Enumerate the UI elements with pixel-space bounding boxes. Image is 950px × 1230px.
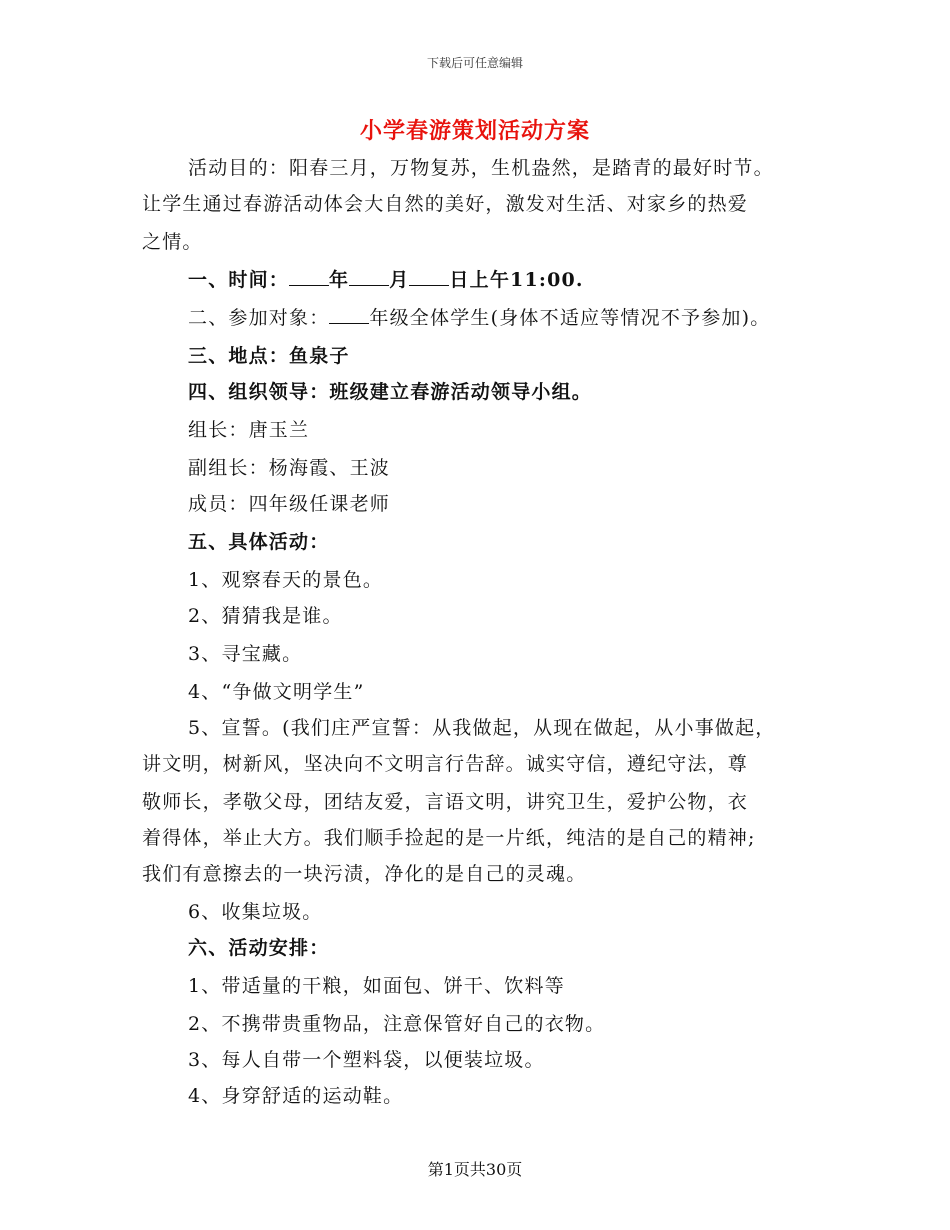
activity-item-6: 6、收集垃圾。 (188, 901, 323, 923)
participants-prefix: 二、参加对象： (188, 307, 330, 329)
organization-members: 成员：四年级任课老师 (188, 493, 391, 515)
activities-heading: 五、具体活动： (188, 531, 330, 553)
purpose-line-2: 让学生通过春游活动体会大自然的美好，激发对生活、对家乡的热爱 (142, 193, 749, 215)
activity-item-3: 3、寻宝藏。 (188, 643, 303, 665)
page-number: 第1页共30页 (427, 1160, 523, 1179)
activity-item-5-line-4: 着得体，举止大方。我们顺手捡起的是一片纸，纯洁的是自己的精神; (142, 827, 756, 849)
arrangement-item-2: 2、不携带贵重物品，注意保管好自己的衣物。 (188, 1013, 606, 1035)
location-line: 三、地点：鱼泉子 (188, 345, 350, 367)
activity-item-5-line-2: 讲文明，树新风，坚决向不文明言行告辞。诚实守信，遵纪守法，尊 (142, 753, 749, 775)
arrangement-item-4: 4、身穿舒适的运动鞋。 (188, 1085, 404, 1107)
arrangement-item-1: 1、带适量的干粮，如面包、饼干、饮料等 (188, 975, 565, 997)
participants-line (0, 305, 950, 331)
activity-item-4: 4、“争做文明学生” (188, 681, 365, 703)
participants-suffix: 年级全体学生(身体不适应等情况不予参加)。 (369, 307, 771, 329)
page-header-note: 下载后可任意编辑 (426, 56, 523, 70)
organization-heading: 四、组织领导：班级建立春游活动领导小组。 (188, 381, 593, 403)
organization-deputy: 副组长：杨海霞、王波 (188, 457, 391, 479)
time-prefix: 一、时间： (188, 269, 290, 291)
organization-leader: 组长：唐玉兰 (188, 419, 310, 441)
document-title: 小学春游策划活动方案 (359, 118, 590, 144)
month-blank (349, 267, 389, 286)
year-blank (289, 267, 329, 286)
time-line (0, 267, 950, 293)
grade-blank (329, 305, 369, 324)
time-month-label: 月 (389, 269, 410, 291)
time-suffix: 日上午11:00. (449, 269, 584, 291)
time-year-label: 年 (329, 269, 350, 291)
day-blank (409, 267, 449, 286)
activity-item-5-line-1: 5、宣誓。(我们庄严宣誓：从我做起，从现在做起，从小事做起， (188, 717, 776, 739)
activity-item-2: 2、猜猜我是谁。 (188, 605, 343, 627)
arrangement-item-3: 3、每人自带一个塑料袋，以便装垃圾。 (188, 1049, 545, 1071)
activity-item-1: 1、观察春天的景色。 (188, 569, 384, 591)
arrangements-heading: 六、活动安排： (188, 937, 330, 959)
purpose-line-1: 活动目的：阳春三月，万物复苏，生机盎然，是踏青的最好时节。 (188, 157, 774, 179)
activity-item-5-line-5: 我们有意擦去的一块污渍，净化的是自己的灵魂。 (142, 863, 587, 885)
purpose-line-3: 之情。 (142, 231, 203, 253)
activity-item-5-line-3: 敬师长，孝敬父母，团结友爱，言语文明，讲究卫生，爱护公物，衣 (142, 791, 749, 813)
